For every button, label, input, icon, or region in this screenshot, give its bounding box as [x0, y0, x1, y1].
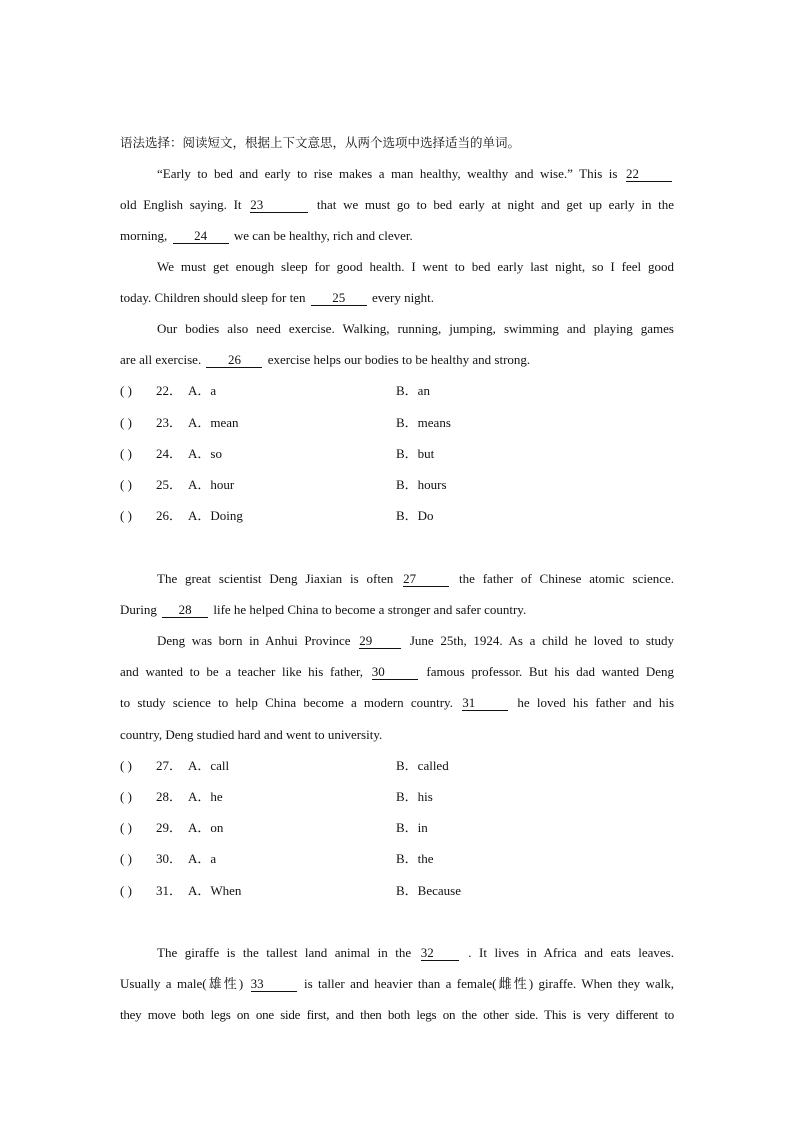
blank-29[interactable]: 29 — [359, 634, 401, 649]
passage2-text: Deng was born in Anhui Province — [157, 633, 351, 648]
passage3-line — [120, 975, 674, 993]
passage3-text: The giraffe is the tallest land animal in the — [157, 945, 412, 960]
answer-paren[interactable]: ( ) — [120, 508, 132, 523]
passage1-text: every night. — [371, 290, 435, 305]
passage2-text: and wanted to be a teacher like his father, — [120, 664, 364, 679]
passage3-text: Usually a male(雄性) — [120, 976, 244, 991]
option-a[interactable]: A．a — [188, 383, 217, 398]
option-a[interactable]: A．call — [188, 758, 230, 773]
blank-24[interactable]: 24 — [173, 229, 229, 244]
option-b[interactable]: B．Because — [396, 883, 461, 898]
passage2-line — [120, 632, 674, 650]
blank-31[interactable]: 31 — [462, 696, 508, 711]
answer-paren[interactable]: ( ) — [120, 446, 132, 461]
passage2-text: famous professor. But his dad wanted Deng — [426, 664, 675, 679]
passage1-line — [120, 289, 674, 307]
passage2-line — [120, 694, 674, 712]
blank-32[interactable]: 32 — [421, 946, 459, 961]
passage1-text: exercise helps our bodies to be healthy and strong. — [267, 352, 531, 367]
question-number: 27． — [156, 758, 183, 773]
blank-30[interactable]: 30 — [372, 665, 418, 680]
passage1-text: morning, — [120, 228, 168, 243]
passage3-line — [120, 1006, 674, 1024]
passage1-line — [120, 227, 674, 245]
option-b[interactable]: B．in — [396, 820, 428, 835]
blank-26[interactable]: 26 — [206, 353, 262, 368]
option-b[interactable]: B．but — [396, 446, 435, 461]
option-a[interactable]: A．on — [188, 820, 224, 835]
passage3-text: is taller and heavier than a female(雌性) giraffe. When they walk, — [304, 976, 675, 991]
blank-27[interactable]: 27 — [403, 572, 449, 587]
answer-paren[interactable]: ( ) — [120, 415, 132, 430]
passage1-text: we can be healthy, rich and clever. — [233, 228, 413, 243]
passage1-text: old English saying. It — [120, 197, 242, 212]
passage2-text: the father of Chinese atomic science. — [458, 571, 675, 586]
passage1-line — [120, 320, 674, 338]
question-number: 26． — [156, 508, 183, 523]
option-a[interactable]: A．Doing — [188, 508, 243, 523]
option-a[interactable]: A．so — [188, 446, 222, 461]
passage2-text: The great scientist Deng Jiaxian is often — [157, 571, 394, 586]
option-b[interactable]: B．Do — [396, 508, 434, 523]
passage3-text: they move both legs on one side first, and then both legs on the other side. This is very different to — [120, 1007, 674, 1022]
blank-23[interactable]: 23 — [250, 198, 308, 213]
passage3-text: . It lives in Africa and eats leaves. — [468, 945, 674, 960]
option-a[interactable]: A．hour — [188, 477, 235, 492]
answer-paren[interactable]: ( ) — [120, 477, 132, 492]
passage1-line — [120, 351, 674, 369]
question-number: 28． — [156, 789, 183, 804]
passage3-line — [120, 944, 674, 962]
passage1-line — [120, 165, 674, 183]
passage1-line — [120, 258, 674, 276]
blank-28[interactable]: 28 — [162, 603, 208, 618]
blank-33[interactable]: 33 — [251, 977, 297, 992]
passage2-text: During — [120, 602, 157, 617]
question-number: 22． — [156, 383, 183, 398]
question-number: 30． — [156, 851, 183, 866]
answer-paren[interactable]: ( ) — [120, 383, 132, 398]
option-b[interactable]: B．means — [396, 415, 451, 430]
answer-paren[interactable]: ( ) — [120, 883, 132, 898]
option-a[interactable]: A．he — [188, 789, 223, 804]
option-b[interactable]: B．an — [396, 383, 430, 398]
passage1-text: today. Children should sleep for ten — [120, 290, 306, 305]
passage2-text: to study science to help China become a modern country. — [120, 695, 453, 710]
blank-22[interactable]: 22 — [626, 167, 672, 182]
passage1-text: that we must go to bed early at night and get up early in the — [316, 197, 675, 212]
question-number: 25． — [156, 477, 183, 492]
passage1-text: “Early to bed and early to rise makes a man healthy, wealthy and wise.” This is — [157, 166, 618, 181]
option-a[interactable]: A．a — [188, 851, 217, 866]
answer-paren[interactable]: ( ) — [120, 789, 132, 804]
blank-25[interactable]: 25 — [311, 291, 367, 306]
passage2-text: life he helped China to become a stronger and safer country. — [213, 602, 527, 617]
passage1-text: are all exercise. — [120, 352, 202, 367]
question-number: 24． — [156, 446, 183, 461]
answer-paren[interactable]: ( ) — [120, 758, 132, 773]
question-number: 31． — [156, 883, 183, 898]
passage1-text: We must get enough sleep for good health. I went to bed early last night, so I feel good — [157, 259, 674, 274]
question-number: 23． — [156, 415, 183, 430]
passage2-line — [120, 601, 674, 619]
passage2-text: country, Deng studied hard and went to university. — [120, 727, 383, 742]
instruction-text: 语法选择：阅读短文，根据上下文意思，从两个选项中选择适当的单词。 — [120, 135, 521, 150]
passage2-text: June 25th, 1924. As a child he loved to study — [409, 633, 675, 648]
option-b[interactable]: B．called — [396, 758, 449, 773]
option-a[interactable]: A．mean — [188, 415, 239, 430]
question-number: 29． — [156, 820, 183, 835]
option-b[interactable]: B．hours — [396, 477, 447, 492]
option-a[interactable]: A．When — [188, 883, 242, 898]
passage2-line — [120, 663, 674, 681]
answer-paren[interactable]: ( ) — [120, 851, 132, 866]
passage1-text: Our bodies also need exercise. Walking, running, jumping, swimming and playing games — [157, 321, 674, 336]
passage1-line — [120, 196, 674, 214]
passage2-text: he loved his father and his — [517, 695, 675, 710]
option-b[interactable]: B．his — [396, 789, 433, 804]
answer-paren[interactable]: ( ) — [120, 820, 132, 835]
option-b[interactable]: B．the — [396, 851, 434, 866]
passage2-line — [120, 570, 674, 588]
passage2-line — [120, 726, 674, 744]
